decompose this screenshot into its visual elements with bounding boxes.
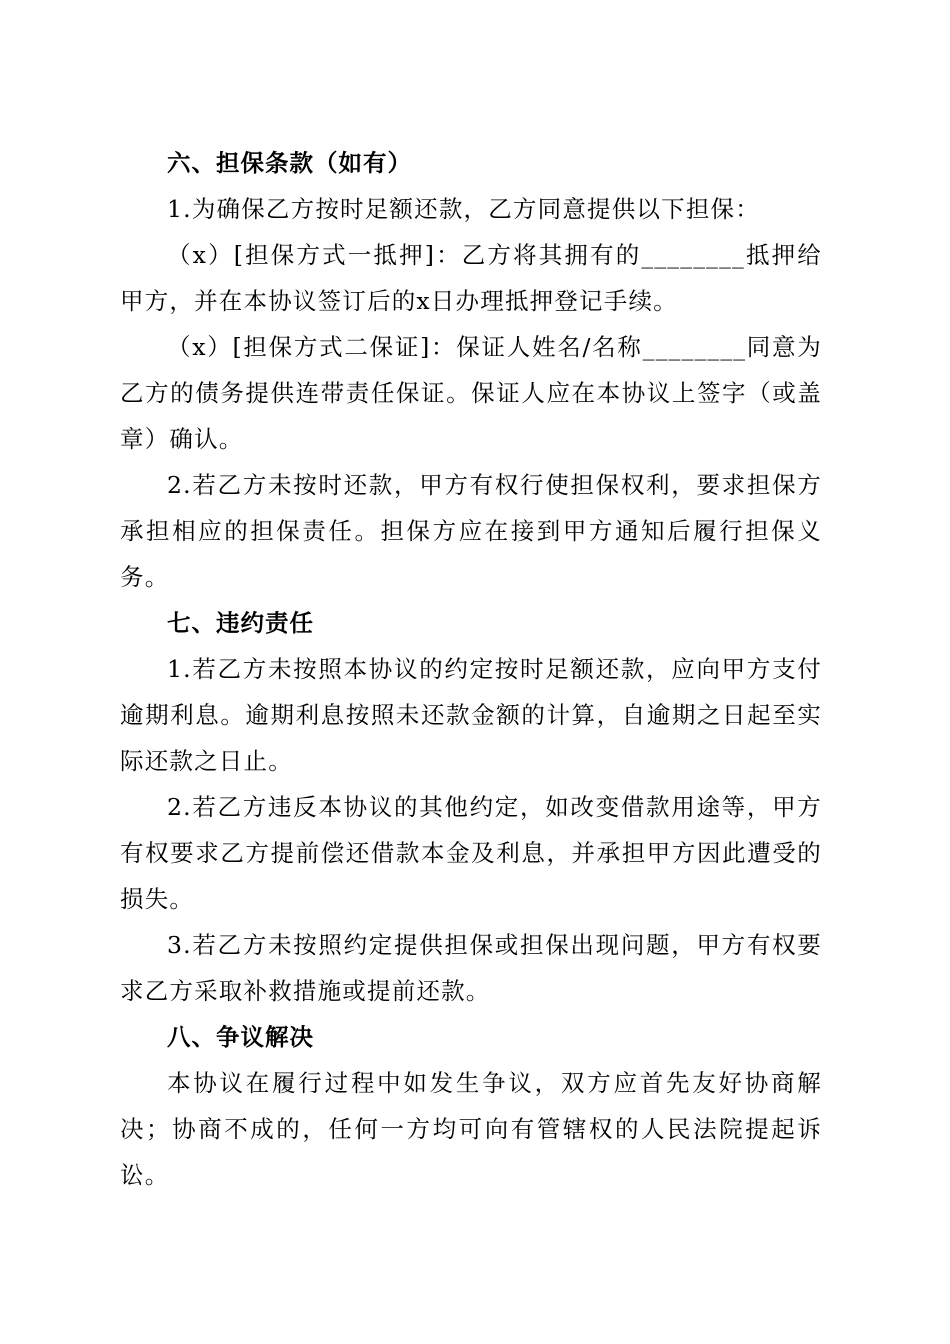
section-liability [120, 600, 822, 1014]
section-dispute [120, 1014, 822, 1198]
section-heading: 七、违约责任 [167, 609, 314, 637]
paragraph: 3.若乙方未按照约定提供担保或担保出现问题，甲方有权要求乙方采取补救措施或提前还款。 [120, 931, 822, 1005]
paragraph: 2.若乙方未按时还款，甲方有权行使担保权利，要求担保方承担相应的担保责任。担保方应在接到甲方通知后履行担保义务。 [120, 471, 822, 591]
section-heading: 六、担保条款（如有） [167, 149, 412, 177]
paragraph: （x）[担保方式一抵押]：乙方将其拥有的________抵押给甲方，并在本协议签订后的x日办理抵押登记手续。 [120, 241, 822, 315]
document-page [120, 140, 822, 1198]
paragraph: （x）[担保方式二保证]：保证人姓名/名称________同意为乙方的债务提供连带责任保证。保证人应在本协议上签字（或盖章）确认。 [120, 333, 822, 453]
paragraph: 1.若乙方未按照本协议的约定按时足额还款，应向甲方支付逾期利息。逾期利息按照未还款金额的计算，自逾期之日起至实际还款之日止。 [120, 655, 822, 775]
paragraph: 1.为确保乙方按时足额还款，乙方同意提供以下担保： [167, 195, 760, 223]
paragraph: 2.若乙方违反本协议的其他约定，如改变借款用途等，甲方有权要求乙方提前偿还借款本金及利息，并承担甲方因此遭受的损失。 [120, 793, 822, 913]
section-heading: 八、争议解决 [167, 1023, 314, 1051]
section-guarantee [120, 140, 822, 600]
paragraph: 本协议在履行过程中如发生争议，双方应首先友好协商解决；协商不成的，任何一方均可向有管辖权的人民法院提起诉讼。 [120, 1069, 822, 1189]
